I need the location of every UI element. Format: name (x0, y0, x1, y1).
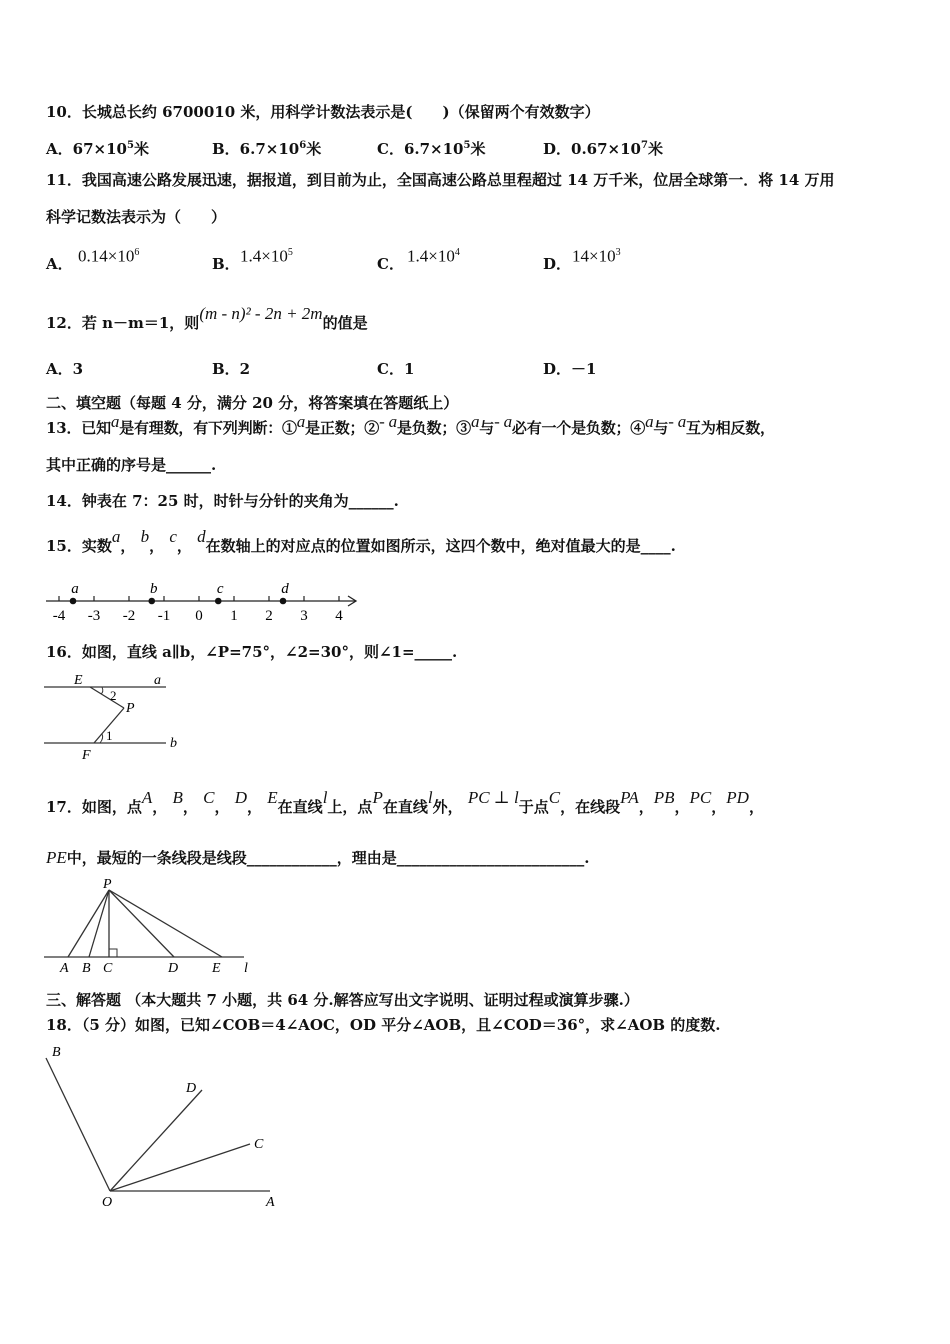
q16-label-1: 1 (106, 728, 113, 743)
number-line-point-label-a: a (71, 581, 79, 597)
q11-option-d-value: $14\times 10^3$ (572, 246, 621, 266)
q15-number-line (44, 576, 364, 626)
q13-stem-line2: 其中正确的序号是______. (46, 456, 217, 474)
q11-option-b: B． (212, 255, 240, 273)
q16-stem: 16．如图，直线 a∥b，∠P=75°，∠2=30°，则∠1=_____. (46, 643, 458, 661)
q10-option-a: A．$67\times 10^5$米 (46, 140, 149, 158)
q16-label-e: E (74, 673, 83, 688)
number-line-tick-label: 3 (300, 608, 308, 624)
q17-fig-a: A (60, 961, 69, 976)
q12-option-b: B．2 (212, 360, 251, 378)
q16-label-a: a (154, 673, 161, 688)
q10-stem: 10．长城总长约 6700010 米，用科学计数法表示是( )（保留两个有效数字） (46, 103, 600, 121)
q16-label-2: 2 (110, 688, 117, 703)
q17-stem-line1: 17．如图，点A， B， C， D， E在直线l上，点P在直线l外， PC ⊥ l于点C，在线段PA，PB，PC，PD， (46, 788, 764, 816)
q12-expression: (m - n)² - 2n + 2m (199, 304, 323, 323)
q11-option-c-value: $1.4\times 10^4$ (407, 246, 460, 266)
q18-stem: 18．（5 分）如图，已知∠COB＝4∠AOC，OD 平分∠AOB，且∠COD＝36°，求∠AOB 的度数. (46, 1016, 721, 1034)
number-line-point-label-c: c (216, 581, 224, 597)
number-line-tick-label: 2 (265, 608, 273, 624)
number-line-tick-label: 1 (230, 608, 238, 624)
q11-option-a: A． (46, 255, 73, 273)
number-line-point-d (280, 598, 287, 605)
q18-fig-d: D (186, 1081, 197, 1096)
number-line-point-c (215, 598, 222, 605)
q12-stem: 12．若 n－m＝1，则(m - n)² - 2n + 2m的值是 (46, 304, 368, 332)
q18-fig-b: B (52, 1045, 61, 1060)
q12-option-c: C．1 (377, 360, 415, 378)
number-line-point-label-d: d (281, 581, 289, 597)
q17-fig-d: D (168, 961, 179, 976)
q13-stem-line1: 13．已知a是有理数，有下列判断：①a是正数；②- a是负数；③a与- a必有一个是负数；④a与- a互为相反数， (46, 412, 775, 437)
q18-figure (42, 1040, 292, 1215)
q17-fig-l: l (244, 961, 248, 976)
q11-option-d: D． (543, 255, 572, 273)
q16-label-p: P (126, 701, 135, 716)
number-line-point-b (148, 598, 155, 605)
q17-fig-p: P (103, 877, 112, 892)
q10-option-d: D．$0.67\times 10^7$米 (543, 140, 663, 158)
q18-fig-c: C (254, 1137, 264, 1152)
number-line-tick-label: -1 (157, 608, 171, 624)
number-line-tick-label: -2 (122, 608, 136, 624)
q17-fig-e: E (212, 961, 221, 976)
number-line-tick-label: 4 (335, 608, 343, 624)
q11-option-a-value: $0.14\times 10^6$ (78, 246, 140, 266)
q11-stem-line1: 11．我国高速公路发展迅速，据报道，到目前为止，全国高速公路总里程超过 14 万千米，位居全球第一．将 14 万用 (46, 171, 835, 189)
q11-option-c: C． (377, 255, 404, 273)
number-line-tick-label: -4 (52, 608, 66, 624)
q16-figure (44, 670, 184, 762)
q10-option-b: B．$6.7\times 10^6$米 (212, 140, 322, 158)
number-line-point-a (70, 598, 77, 605)
number-line-point-label-b: b (150, 581, 158, 597)
number-line-tick-label: -3 (87, 608, 101, 624)
q10-option-c: C．$6.7\times 10^5$米 (377, 140, 486, 158)
q15-stem: 15．实数a， b， c， d在数轴上的对应点的位置如图所示，这四个数中，绝对值最大的是____. (46, 527, 676, 555)
q14-stem: 14．钟表在 7：25 时，时针与分针的夹角为______. (46, 492, 399, 510)
q16-label-b: b (170, 736, 177, 751)
q12-option-d: D．－1 (543, 360, 597, 378)
q18-fig-o: O (102, 1195, 113, 1210)
q16-label-f: F (82, 748, 91, 763)
q17-fig-c: C (103, 961, 113, 976)
q11-stem-line2: 科学记数法表示为（ ） (46, 208, 227, 226)
q17-stem-line2: PE中，最短的一条线段是线段____________，理由是_________________________. (46, 848, 590, 867)
q17-fig-b: B (82, 961, 91, 976)
q11-option-b-value: $1.4\times 10^5$ (240, 246, 293, 266)
section-2-heading: 二、填空题（每题 4 分，满分 20 分，将答案填在答题纸上） (46, 394, 459, 412)
number-line-tick-label: 0 (195, 608, 203, 624)
q17-figure (44, 876, 264, 976)
section-3-heading: 三、解答题 （本大题共 7 小题，共 64 分.解答应写出文字说明、证明过程或演算步骤.） (46, 991, 639, 1009)
q18-fig-a: A (266, 1195, 275, 1210)
q12-option-a: A．3 (46, 360, 84, 378)
